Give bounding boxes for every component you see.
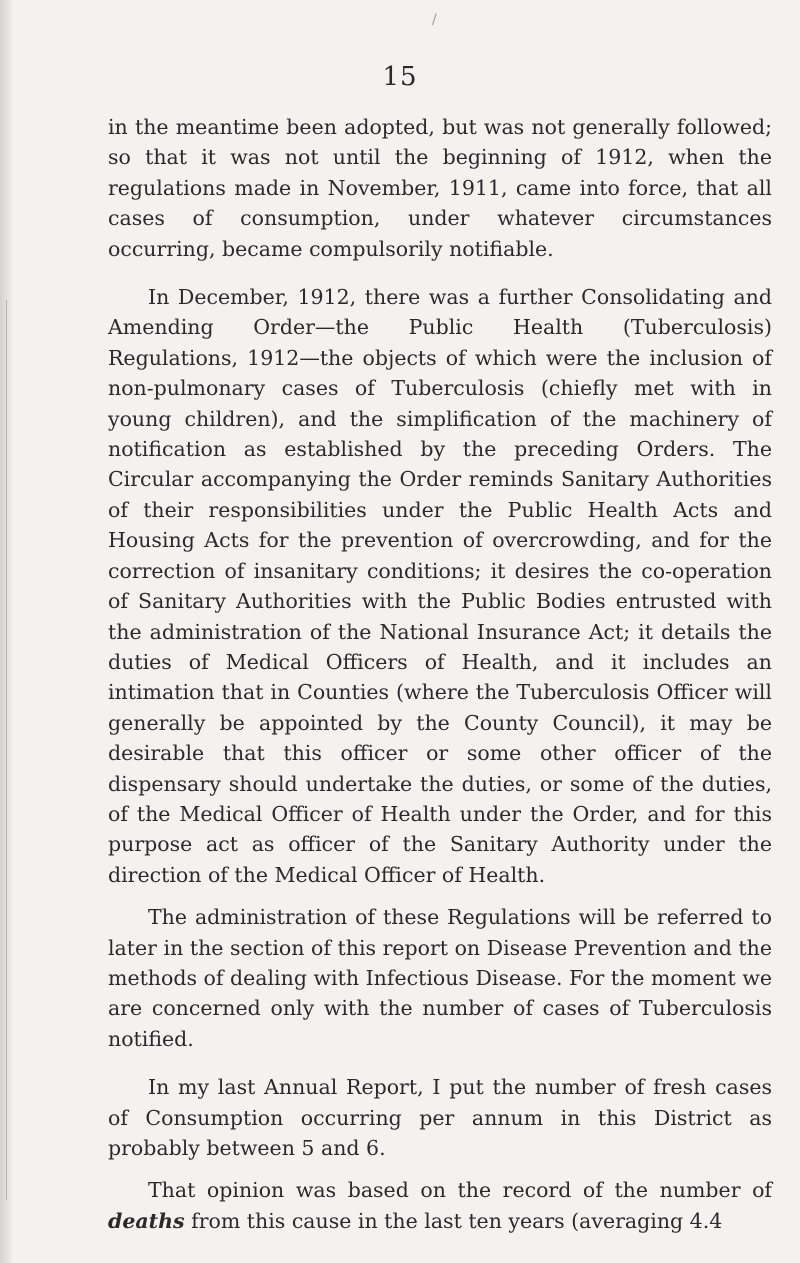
paragraph-5-tail: from this cause in the last ten years (averaging 4.4 [191, 1208, 723, 1233]
body-text [108, 112, 772, 1236]
page-edge-shadow [0, 0, 14, 1263]
paragraph-2: In December, 1912, there was a further Consolidating and Amending Order—the Public Health (Tuberculosis) Regulations, 1912—the objects of which were the inclusion of non-pulmonary cases of Tuberculosis (chiefly met with in young children), and the simplification of the machinery of notification as established by the preceding Orders. The Circular accompanying the Order reminds Sanitary Authorities of their responsibilities under the Public Health Acts and Housing Acts for the prevention of overcrowding, and for the correction of insanitary conditions; it desires the co-operation of Sanitary Authorities with the Public Bodies entrusted with the administration of the National Insurance Act; it details the duties of Medical Officers of Health, and it includes an intimation that in Counties (where the Tuberculosis Officer will generally be appointed by the County Council), it may be desirable that this officer or some other officer of the dispensary should undertake the duties, or some of the duties, of the Medical Officer of Health under the Order, and for this purpose act as officer of the Sanitary Authority under the direction of the Medical Officer of Health. [108, 285, 772, 887]
paragraph-5 [108, 1175, 772, 1236]
paragraph-5-lead: That opinion was based on the record of the number of [148, 1178, 772, 1203]
paragraph-4: In my last Annual Report, I put the number of fresh cases of Consumption occurring per annum in this District as probably between 5 and 6. [108, 1075, 772, 1160]
page-edge-line [6, 300, 7, 1200]
page-number: 15 [382, 62, 418, 92]
emphasis-deaths: deaths [108, 1208, 185, 1233]
paragraph-3: The administration of these Regulations will be referred to later in the section of this report on Disease Prevention and the methods of dealing with Infectious Disease. For the moment we are concerned only with the number of cases of Tuberculosis notified. [108, 905, 772, 1051]
paragraph-1: in the meantime been adopted, but was not generally followed; so that it was not until the beginning of 1912, when the regulations made in November, 1911, came into force, that all cases of consumption, under whatever circumstances occurring, became compulsorily notifiable. [108, 115, 772, 261]
stray-mark: / [432, 12, 437, 28]
